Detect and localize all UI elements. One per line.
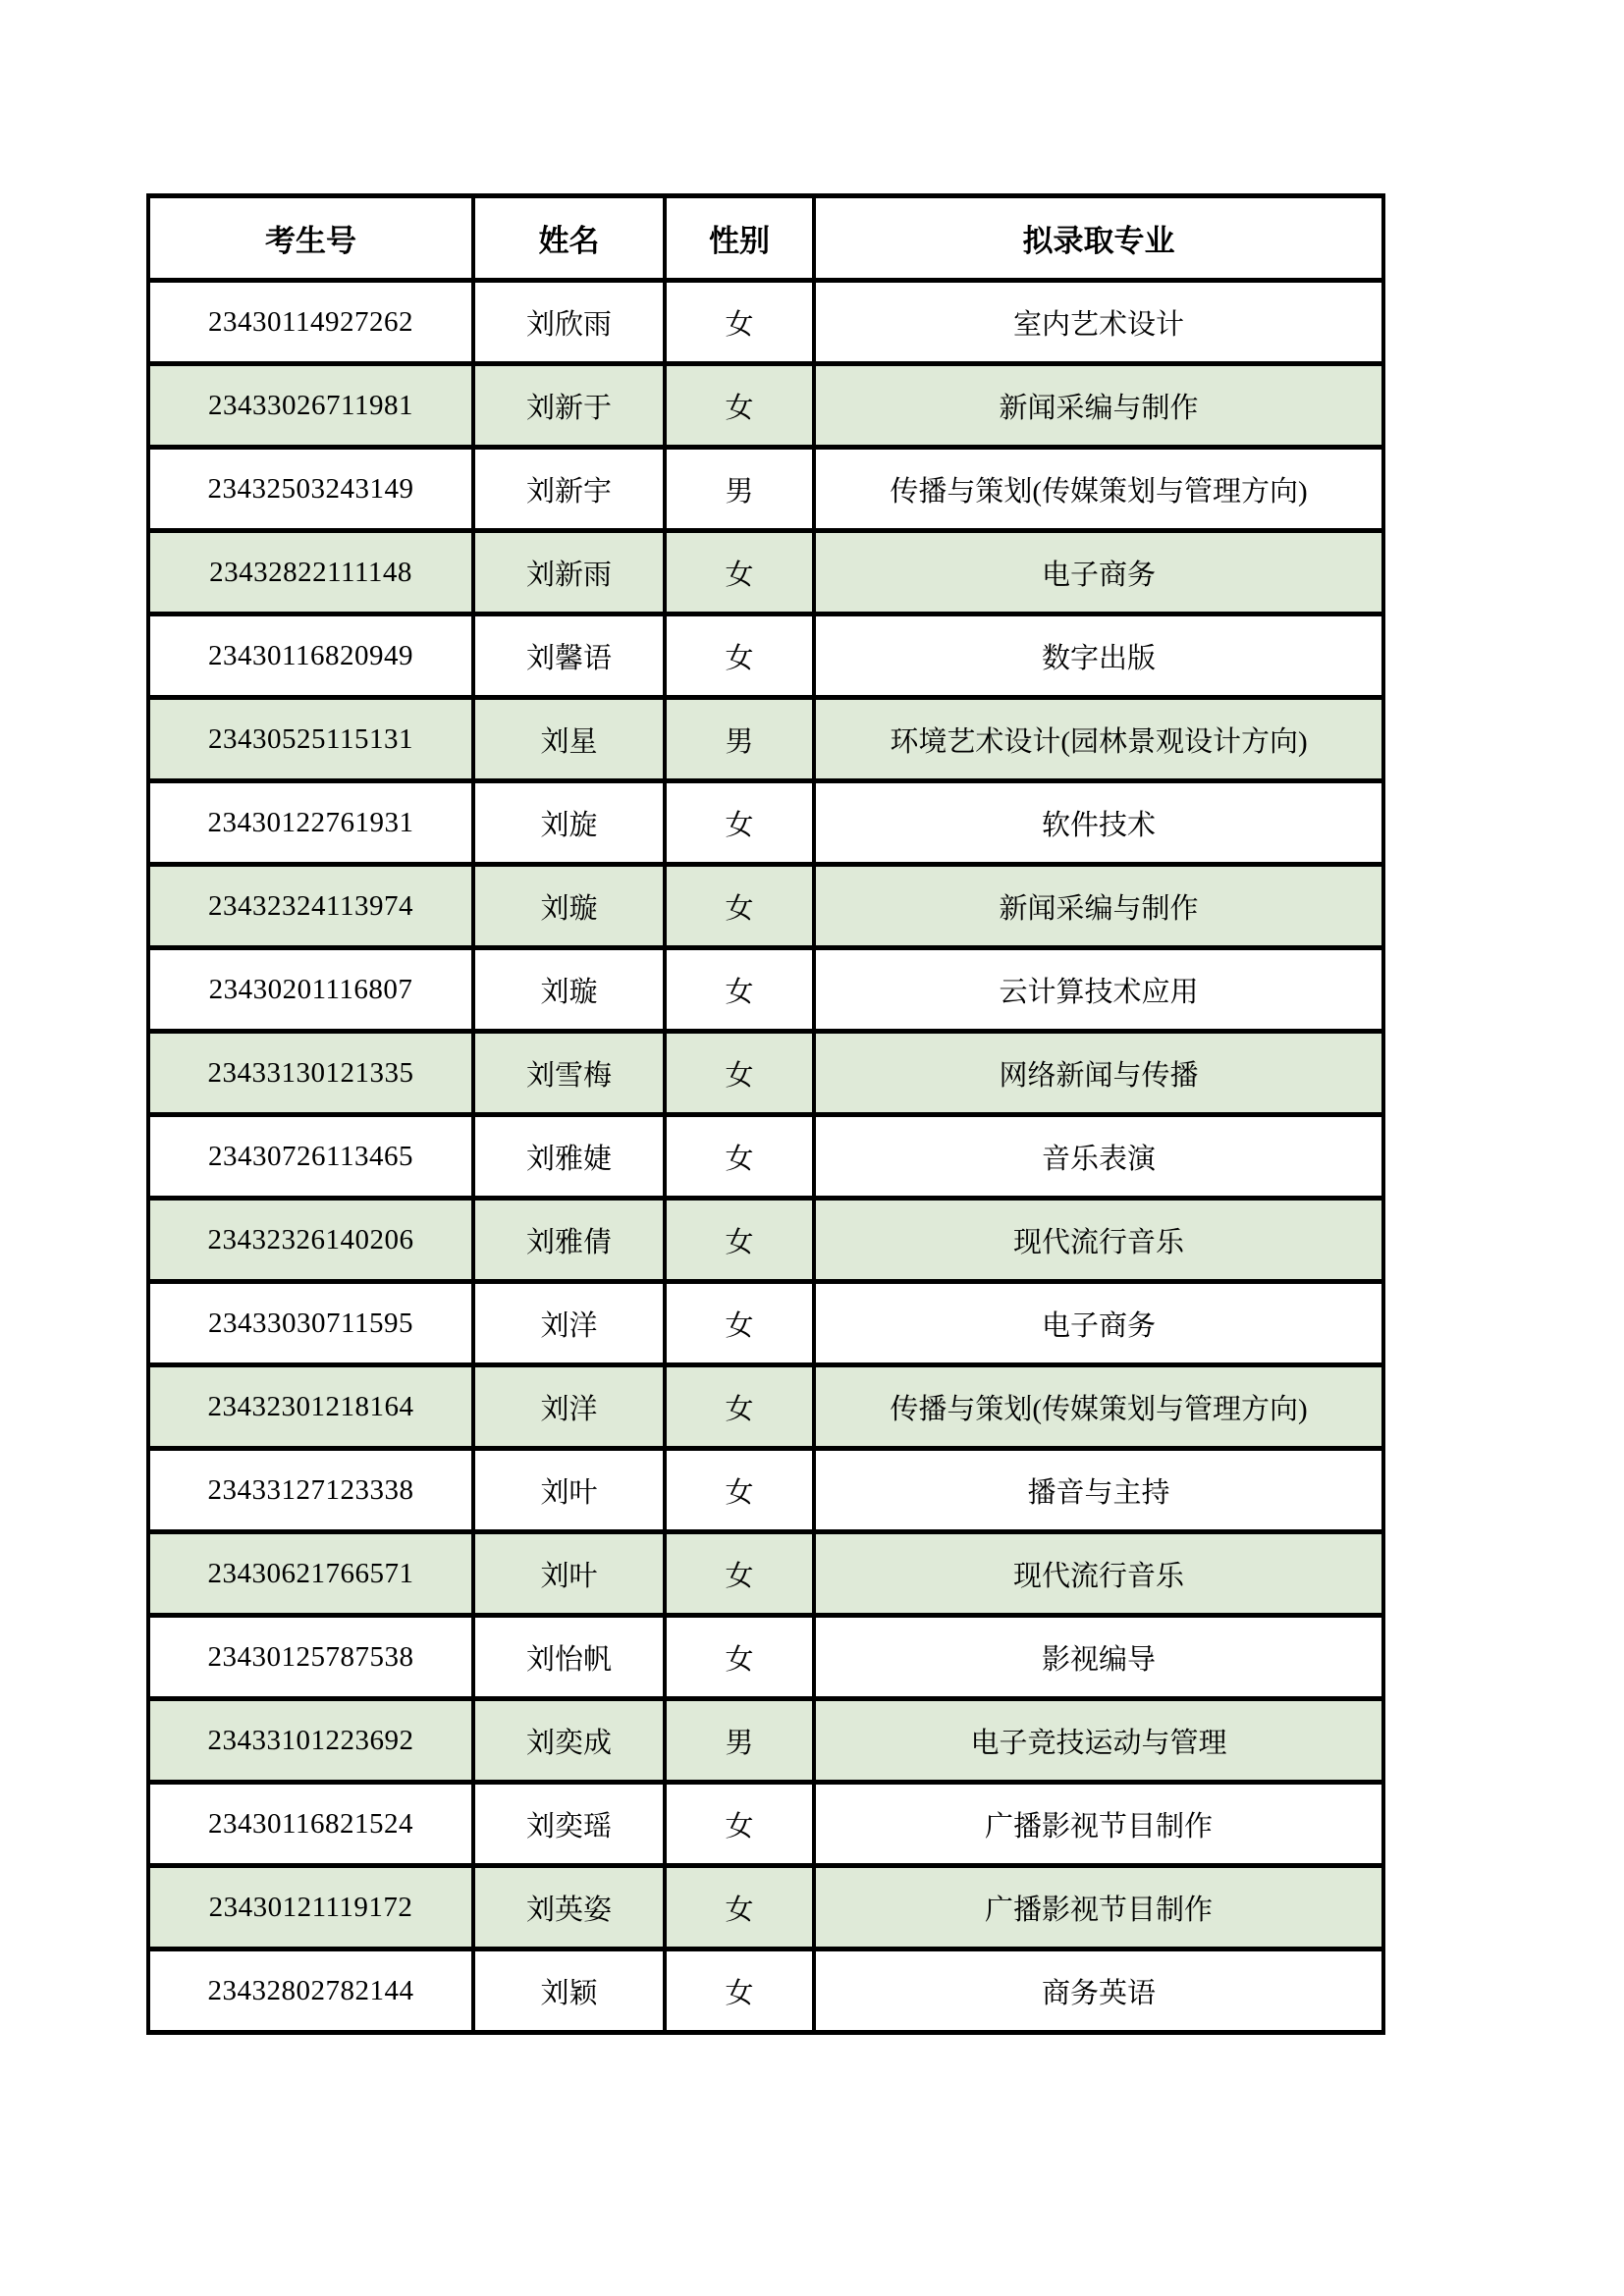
header-gender: 性别 — [665, 196, 814, 281]
name-cell: 刘旋 — [473, 781, 665, 865]
header-candidate-no: 考生号 — [148, 196, 473, 281]
name-cell: 刘洋 — [473, 1282, 665, 1365]
candidate-no-cell: 23433026711981 — [148, 364, 473, 448]
table-row — [148, 1532, 1383, 1616]
name-cell: 刘璇 — [473, 948, 665, 1032]
major-cell: 电子竞技运动与管理 — [814, 1699, 1383, 1783]
table-row — [148, 1365, 1383, 1449]
table-row — [148, 1949, 1383, 2033]
gender-cell: 女 — [665, 1616, 814, 1699]
candidate-no-cell: 23432301218164 — [148, 1365, 473, 1449]
gender-cell: 女 — [665, 1532, 814, 1616]
major-cell: 环境艺术设计(园林景观设计方向) — [814, 698, 1383, 781]
candidate-no-cell: 23430726113465 — [148, 1115, 473, 1199]
name-cell: 刘英姿 — [473, 1866, 665, 1949]
name-cell: 刘新雨 — [473, 531, 665, 614]
candidate-no-cell: 23433130121335 — [148, 1032, 473, 1115]
candidate-no-cell: 23430525115131 — [148, 698, 473, 781]
table-row — [148, 865, 1383, 948]
gender-cell: 女 — [665, 364, 814, 448]
major-cell: 播音与主持 — [814, 1449, 1383, 1532]
table-row — [148, 781, 1383, 865]
name-cell: 刘奕成 — [473, 1699, 665, 1783]
major-cell: 电子商务 — [814, 531, 1383, 614]
name-cell: 刘颖 — [473, 1949, 665, 2033]
candidate-no-cell: 23430116821524 — [148, 1783, 473, 1866]
gender-cell: 女 — [665, 1783, 814, 1866]
header-name: 姓名 — [473, 196, 665, 281]
name-cell: 刘奕瑶 — [473, 1783, 665, 1866]
header-major: 拟录取专业 — [814, 196, 1383, 281]
major-cell: 现代流行音乐 — [814, 1199, 1383, 1282]
candidate-no-cell: 23430125787538 — [148, 1616, 473, 1699]
candidate-no-cell: 23432822111148 — [148, 531, 473, 614]
name-cell: 刘璇 — [473, 865, 665, 948]
candidate-no-cell: 23430114927262 — [148, 281, 473, 364]
major-cell: 新闻采编与制作 — [814, 364, 1383, 448]
name-cell: 刘叶 — [473, 1532, 665, 1616]
table-row — [148, 1032, 1383, 1115]
gender-cell: 男 — [665, 1699, 814, 1783]
name-cell: 刘雅婕 — [473, 1115, 665, 1199]
candidate-no-cell: 23432324113974 — [148, 865, 473, 948]
table-row — [148, 1616, 1383, 1699]
table-row — [148, 948, 1383, 1032]
candidate-no-cell: 23432326140206 — [148, 1199, 473, 1282]
gender-cell: 男 — [665, 698, 814, 781]
major-cell: 商务英语 — [814, 1949, 1383, 2033]
major-cell: 现代流行音乐 — [814, 1532, 1383, 1616]
name-cell: 刘怡帆 — [473, 1616, 665, 1699]
candidate-no-cell: 23430621766571 — [148, 1532, 473, 1616]
name-cell: 刘欣雨 — [473, 281, 665, 364]
table-row — [148, 448, 1383, 531]
table-row — [148, 614, 1383, 698]
major-cell: 网络新闻与传播 — [814, 1032, 1383, 1115]
name-cell: 刘新于 — [473, 364, 665, 448]
admission-list-table — [146, 193, 1385, 2035]
major-cell: 音乐表演 — [814, 1115, 1383, 1199]
gender-cell: 女 — [665, 1949, 814, 2033]
gender-cell: 女 — [665, 1449, 814, 1532]
gender-cell: 女 — [665, 614, 814, 698]
major-cell: 软件技术 — [814, 781, 1383, 865]
table-row — [148, 1449, 1383, 1532]
major-cell: 广播影视节目制作 — [814, 1866, 1383, 1949]
gender-cell: 女 — [665, 1866, 814, 1949]
candidate-no-cell: 23430201116807 — [148, 948, 473, 1032]
gender-cell: 女 — [665, 1365, 814, 1449]
gender-cell: 女 — [665, 531, 814, 614]
table-row — [148, 531, 1383, 614]
name-cell: 刘叶 — [473, 1449, 665, 1532]
candidate-no-cell: 23433127123338 — [148, 1449, 473, 1532]
gender-cell: 女 — [665, 281, 814, 364]
candidate-no-cell: 23430122761931 — [148, 781, 473, 865]
major-cell: 影视编导 — [814, 1616, 1383, 1699]
major-cell: 新闻采编与制作 — [814, 865, 1383, 948]
major-cell: 云计算技术应用 — [814, 948, 1383, 1032]
table-row — [148, 1115, 1383, 1199]
gender-cell: 男 — [665, 448, 814, 531]
gender-cell: 女 — [665, 1032, 814, 1115]
table-row — [148, 364, 1383, 448]
major-cell: 数字出版 — [814, 614, 1383, 698]
table-row — [148, 1282, 1383, 1365]
gender-cell: 女 — [665, 1199, 814, 1282]
major-cell: 传播与策划(传媒策划与管理方向) — [814, 1365, 1383, 1449]
candidate-no-cell: 23432802782144 — [148, 1949, 473, 2033]
gender-cell: 女 — [665, 948, 814, 1032]
candidate-no-cell: 23430116820949 — [148, 614, 473, 698]
table-row — [148, 1783, 1383, 1866]
major-cell: 传播与策划(传媒策划与管理方向) — [814, 448, 1383, 531]
major-cell: 电子商务 — [814, 1282, 1383, 1365]
table-row — [148, 1866, 1383, 1949]
name-cell: 刘雪梅 — [473, 1032, 665, 1115]
table-row — [148, 1699, 1383, 1783]
candidate-no-cell: 23433101223692 — [148, 1699, 473, 1783]
gender-cell: 女 — [665, 1282, 814, 1365]
table-row — [148, 1199, 1383, 1282]
name-cell: 刘雅倩 — [473, 1199, 665, 1282]
candidate-no-cell: 23430121119172 — [148, 1866, 473, 1949]
table-header-row — [148, 196, 1383, 281]
name-cell: 刘新宇 — [473, 448, 665, 531]
table-row — [148, 698, 1383, 781]
gender-cell: 女 — [665, 781, 814, 865]
gender-cell: 女 — [665, 865, 814, 948]
major-cell: 室内艺术设计 — [814, 281, 1383, 364]
table-row — [148, 281, 1383, 364]
name-cell: 刘星 — [473, 698, 665, 781]
name-cell: 刘馨语 — [473, 614, 665, 698]
candidate-no-cell: 23433030711595 — [148, 1282, 473, 1365]
gender-cell: 女 — [665, 1115, 814, 1199]
candidate-no-cell: 23432503243149 — [148, 448, 473, 531]
name-cell: 刘洋 — [473, 1365, 665, 1449]
major-cell: 广播影视节目制作 — [814, 1783, 1383, 1866]
